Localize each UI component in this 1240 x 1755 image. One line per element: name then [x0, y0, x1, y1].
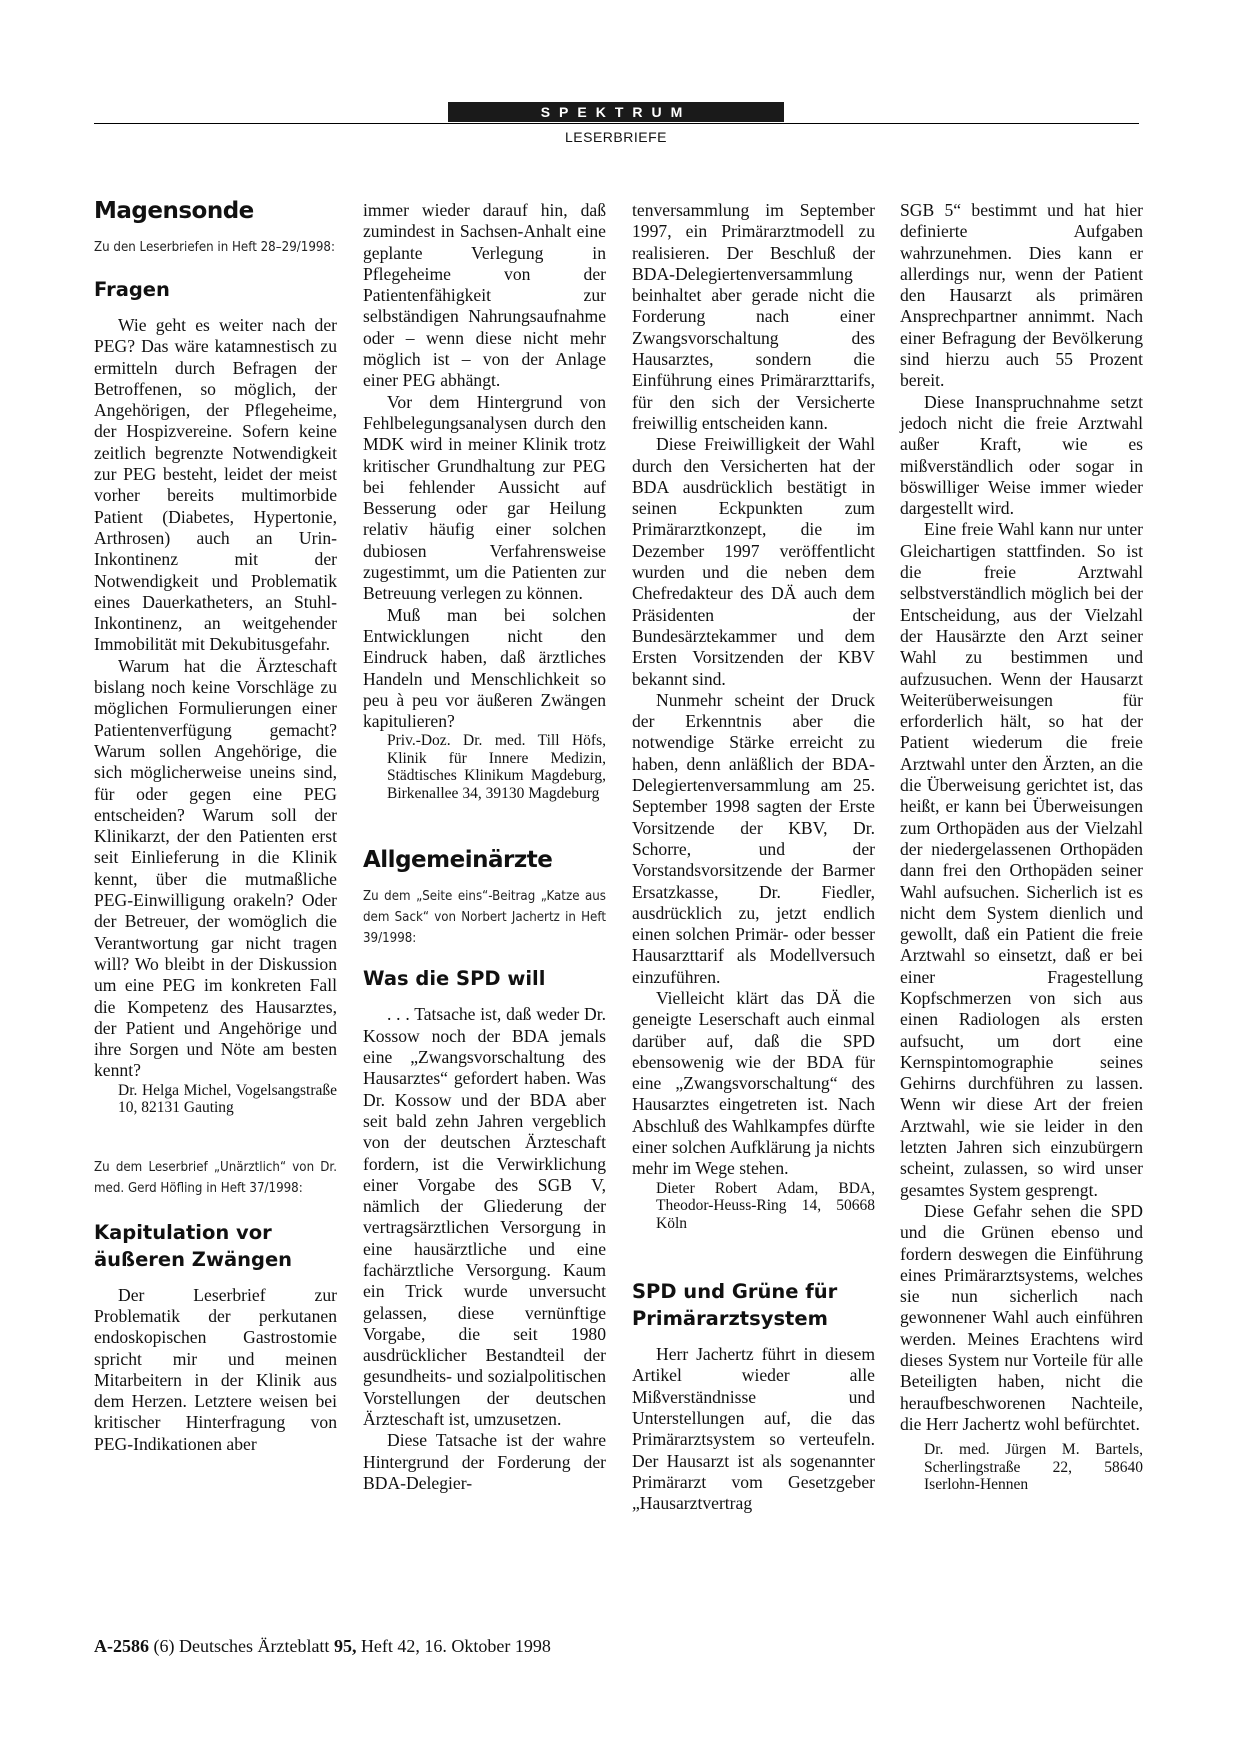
letter-paragraph: Vor dem Hintergrund von Fehlbelegungsanalysen durch den MDK wird in meiner Klinik trotz kritischer Grundhaltung zur PEG bei fehlender Aussicht auf Besserung oder gar Heilung relativ häufig einer solchen dubiosen Verfahrensweise zugestimmt, um die Patienten zur Betreuung verlegen zu können. [363, 391, 606, 604]
letter-signature: Dieter Robert Adam, BDA, Theodor-Heuss-Ring 14, 50668 Köln [656, 1179, 875, 1232]
footer-journal: (6) Deutsches Ärzteblatt [149, 1636, 334, 1656]
letter-reference: Zu den Leserbriefen in Heft 28–29/1998: [94, 240, 335, 255]
letter-paragraph: Warum hat die Ärzteschaft bislang noch keine Vorschläge zu möglichen Formulierungen einer Patientenverfügung gemacht? Warum sollen Angehörige, die sich möglicherweise uneins sind, für oder gegen eine PEG entscheiden? Warum soll der Klinikarzt, der den Patienten erst seit Einlieferung in die Klinik kennt, über die mutmaßliche PEG-Einwilligung orakeln? Oder der Betreuer, der womöglich die Verantwortung gar nicht tragen will? Wo bleibt in der Diskussion um eine PEG im konkreten Fall die Kompetenz des Hausarztes, der Patient und Angehörige und ihre Sorgen und Nöte am besten kennt? [94, 655, 337, 1081]
letter-paragraph: Vielleicht klärt das DÄ die geneigte Leserschaft auch einmal darüber auf, daß die SPD ebensowenig wie der BDA für eine „Zwangsvorschaltung“ des Hausarztes eingetreten ist. Nach Abschluß des Wahlkampfes dürfte einer solchen Aufklärung ja nichts mehr im Wege stehen. [632, 987, 875, 1179]
letter-paragraph: . . . Tatsache ist, daß weder Dr. Kossow noch der BDA jemals eine „Zwangsvorschaltung des Hausarztes“ gefordert haben. Was Dr. Kossow und der BDA aber seit bald zehn Jahren vergeblich von der deutschen Ärzteschaft fordern, ist die Verwirklichung einer Vorgabe des SGB V, nämlich der Gliederung der vertragsärztlichen Versorgung in eine hausärztliche und eine fachärztliche Versorgung. Kaum ein Trick wurde unversucht gelassen, diese vernünftige Vorgabe, die seit 1980 ausdrücklicher Bestandteil der gesundheits- und sozialpolitischen Vorstellungen der deutschen Ärzteschaft ist, umzusetzen. [363, 1004, 606, 1430]
page-footer [94, 1636, 551, 1657]
letter-paragraph: Diese Gefahr sehen die SPD und die Grünen ebenso und fordern deswegen die Einführung eines Primärarztsystems, welches sie nun sicherlich nach gewonnener Wahl auch einführen werden. Meines Erachtens wird dieses System nur Vorteile für alle Beteiligten haben, nicht die heraufbeschworenen Nachteile, die Herr Jachertz wohl befürchtet. [900, 1200, 1143, 1434]
letter-reference: Zu dem Leserbrief „Unärztlich“ von Dr. med. Gerd Höfling in Heft 37/1998: [94, 1159, 337, 1196]
letter-paragraph: Diese Inanspruchnahme setzt jedoch nicht die freie Arztwahl außer Kraft, wie es mißverständlich oder sogar in böswilliger Weise immer wieder dargestellt wird. [900, 391, 1143, 519]
column-3 [632, 200, 875, 1515]
column-2 [363, 200, 606, 1494]
letter-paragraph: Muß man bei solchen Entwicklungen nicht den Eindruck haben, daß ärztliches Handeln und Menschlichkeit so peu à peu vor äußeren Zwängen kapitulieren? [363, 604, 606, 732]
letter-signature: Dr. Helga Michel, Vogelsangstraße 10, 82131 Gauting [118, 1081, 337, 1117]
letter-headline: Was die SPD will [363, 967, 546, 991]
letter-paragraph: SGB 5“ bestimmt und hat hier definierte Aufgaben wahrzunehmen. Dies kann er allerdings nur, wenn der Patient den Hausarzt als primären Ansprechpartner annimmt. Nach einer Befragung der Bevölkerung sind hierzu auch 55 Prozent bereit. [900, 200, 1143, 391]
letter-reference: Zu dem „Seite eins“-Beitrag „Katze aus dem Sack“ von Norbert Jachertz in Heft 39/1998: [363, 889, 606, 947]
footer-issue: Heft 42, 16. Oktober 1998 [356, 1636, 551, 1656]
header-rule [94, 123, 1139, 124]
rubric-title: Allgemeinärzte [363, 847, 553, 874]
section-subtitle: LESERBRIEFE [565, 129, 667, 145]
footer-volume: 95, [333, 1636, 357, 1656]
section-banner: SPEKTRUM [448, 102, 784, 122]
page-number: A-2586 [94, 1636, 149, 1656]
rubric-title: Magensonde [94, 198, 254, 224]
letter-signature: Dr. med. Jürgen M. Bartels, Scherlingstraße 22, 58640 Iserlohn-Hennen [924, 1441, 1143, 1494]
letter-paragraph: Diese Tatsache ist der wahre Hintergrund der Forderung der BDA-Delegier- [363, 1430, 606, 1493]
letter-paragraph: tenversammlung im September 1997, ein Primärarztmodell zu realisieren. Der Beschluß der BDA-Delegiertenversammlung beinhaltet aber gerade nicht die Forderung nach einer Zwangsvorschaltung des Hausarztes, sondern die Einführung eines Primärarzttarifs, für den sich der Versicherte freiwillig entscheiden kann. [632, 200, 875, 433]
letter-headline: SPD und Grüne für Primärarztsystem [632, 1280, 838, 1331]
letter-paragraph: Nunmehr scheint der Druck der Erkenntnis aber die notwendige Stärke erreicht zu haben, denn anläßlich der BDA-Delegiertenversammlung am 25. September 1998 sagten der Erste Vorsitzende der KBV, Dr. Schorre, und der Vorstandsvorsitzende der Barmer Ersatzkasse, Dr. Fiedler, ausdrücklich zu, jetzt endlich einen solchen Primär- oder besser Hausarzttarif als Modellversuch einzuführen. [632, 689, 875, 987]
letter-signature: Priv.-Doz. Dr. med. Till Höfs, Klinik für Innere Medizin, Städtisches Klinikum Magdeburg, Birkenallee 34, 39130 Magdeburg [387, 732, 606, 802]
column-4 [900, 200, 1143, 1494]
letter-paragraph: Herr Jachertz führt in diesem Artikel wieder alle Mißverständnisse und Unterstellungen auf, die das Primärarztsystem so verteufeln. Der Hausarzt ist als sogenannter Primärarzt vom Gesetzgeber „Hausarztvertrag [632, 1344, 875, 1514]
letter-paragraph: immer wieder darauf hin, daß zumindest in Sachsen-Anhalt eine geplante Verlegung in Pflegeheime von der Patientenfähigkeit zur selbständigen Nahrungsaufnahme oder – wenn diese nicht mehr möglich ist – von der Anlage einer PEG abhängt. [363, 200, 606, 391]
column-1 [94, 200, 337, 1455]
letter-paragraph: Eine freie Wahl kann nur unter Gleichartigen stattfinden. So ist die freie Arztwahl selbstverständlich möglich bei der Entscheidung, aus der Vielzahl der Hausärzte den Arzt seiner Wahl zu bestimmen und aufzusuchen. Wenn der Hausarzt Weiterüberweisungen für erforderlich hält, so hat der Patient wiederum die freie Arztwahl unter den Ärzten, an die die Überweisung gerichtet ist, das heißt, er kann bei Überweisungen zum Orthopäden aus der Vielzahl der niedergelassenen Orthopäden dann frei den Orthopäden seiner Wahl aufsuchen. Sicherlich ist es nicht dem System dienlich und gewollt, daß ein Patient die freie Arztwahl so einsetzt, daß er bei einer Fragestellung Kopfschmerzen von sich aus einen Radiologen als ersten aufsucht, um dort eine Kernspintomographie seines Gehirns durchführen zu lassen. Wenn wir diese Art der freien Arztwahl, wie sie leider in den letzten Jahren sich einzubürgern scheint, zulassen, so wird unser gesamtes System gesprengt. [900, 519, 1143, 1200]
letter-headline: Fragen [94, 278, 170, 301]
letter-paragraph: Wie geht es weiter nach der PEG? Das wäre katamnestisch zu ermitteln durch Befragen der Betroffenen, so möglich, der Angehörigen, der Pflegeheime, der Hospizvereine. Sofern keine zeitlich begrenzte Notwendigkeit zur PEG besteht, leidet der meist vorher bereits multimorbide Patient (Diabetes, Hypertonie, Arthrosen) auch an Urin-Inkontinenz mit der Notwendigkeit und Problematik eines Dauerkatheters, an Stuhl-Inkontinenz, an weitgehender Immobilität mit Dekubitusgefahr. [94, 315, 337, 655]
letter-headline: Kapitulation vor äußeren Zwängen [94, 1220, 293, 1271]
letter-paragraph: Diese Freiwilligkeit der Wahl durch den Versicherten hat der BDA ausdrücklich bestätigt in seinen Eckpunkten zum Primärarztkonzept, die im Dezember 1997 veröffentlicht wurden und die neben dem Chefredakteur des DÄ auch dem Präsidenten der Bundesärztekammer und dem Ersten Vorsitzenden der KBV bekannt sind. [632, 434, 875, 689]
letter-paragraph: Der Leserbrief zur Problematik der perkutanen endoskopischen Gastrostomie spricht mir und meinen Mitarbeitern in der Klinik aus dem Herzen. Letztere weisen bei kritischer Hinterfragung von PEG-Indikationen aber [94, 1284, 337, 1454]
